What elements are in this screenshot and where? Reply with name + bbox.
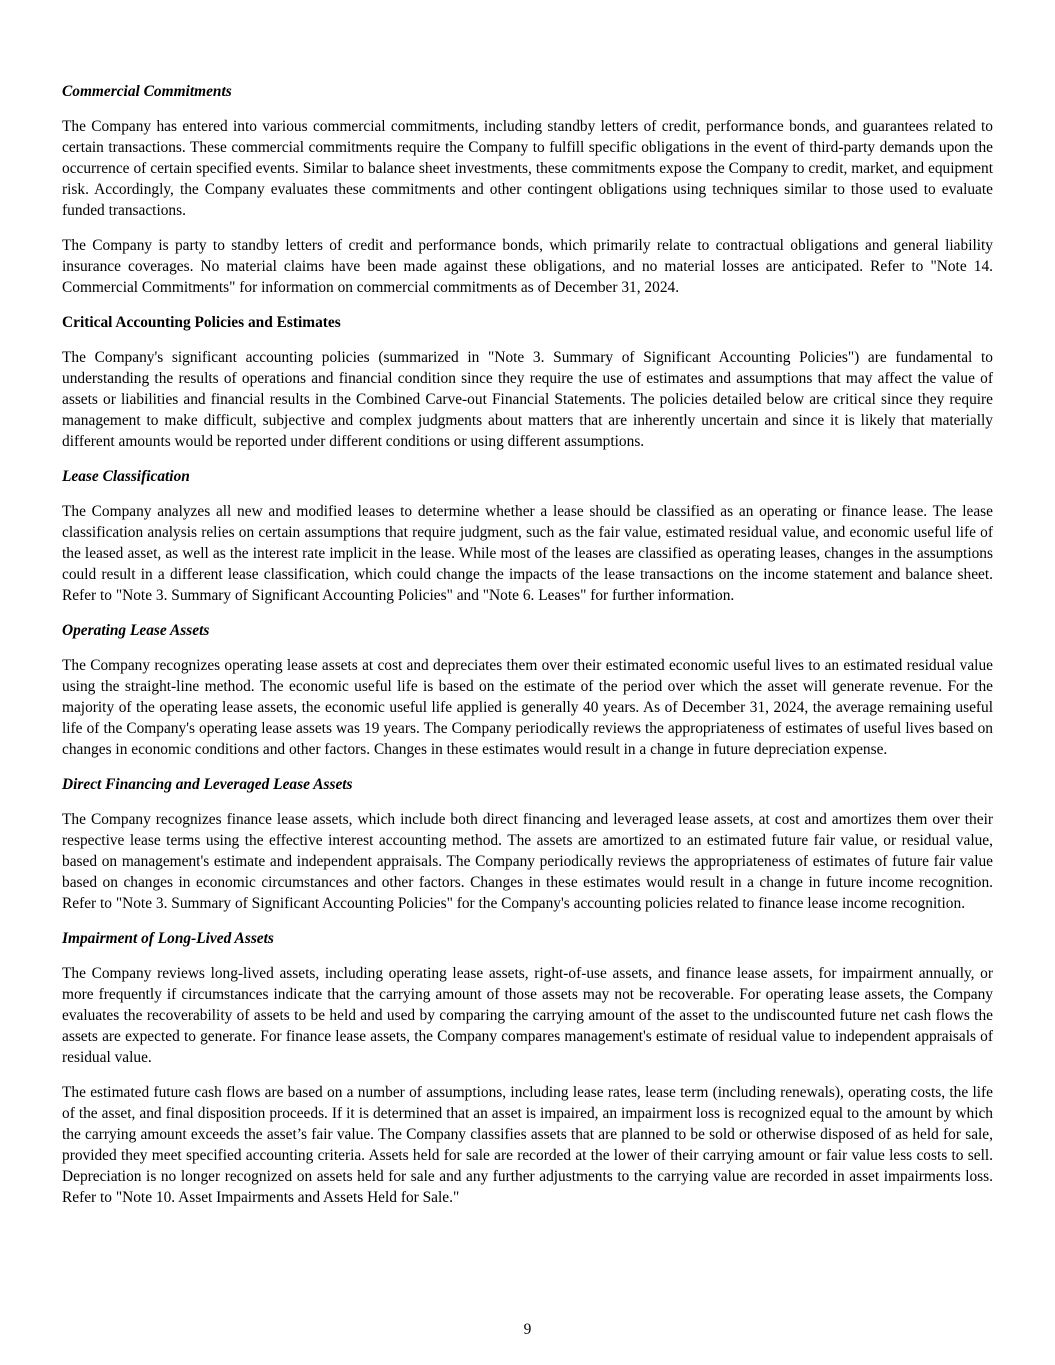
document-page [62,81,993,1222]
section-heading: Direct Financing and Leveraged Lease Assets [62,776,353,793]
section-heading: Lease Classification [62,468,190,485]
paragraph: The estimated future cash flows are based on a number of assumptions, including lease rates, lease term (including renewals), operating costs, the life of the asset, and final disposition proceeds. If it is determined that an asset is impaired, an impairment loss is recognized equal to the amount by which the carrying amount exceeds the asset’s fair value. The Company classifies assets that are planned to be sold or otherwise disposed of as held for sale, provided they meet specified accounting criteria. Assets held for sale are recorded at the lower of their carrying amount or fair value less costs to sell. Depreciation is no longer recognized on assets held for sale and any further adjustments to the carrying value are recorded in asset impairments loss. Refer to "Note 10. Asset Impairments and Assets Held for Sale." [62,1084,993,1206]
paragraph: The Company reviews long-lived assets, including operating lease assets, right-of-use assets, and finance lease assets, for impairment annually, or more frequently if circumstances indicate that the carrying amount of those assets may not be recoverable. For operating lease assets, the Company evaluates the recoverability of assets to be held and used by comparing the carrying amount of the asset to the undiscounted future net cash flows the assets are expected to generate. For finance lease assets, the Company compares management's estimate of residual value to independent appraisals of residual value. [62,965,993,1066]
paragraph: The Company analyzes all new and modified leases to determine whether a lease should be classified as an operating or finance lease. The lease classification analysis relies on certain assumptions that require judgment, such as the fair value, estimated residual value, and economic useful life of the leased asset, as well as the interest rate implicit in the lease. While most of the leases are classified as operating leases, changes in the assumptions could result in a different lease classification, which could change the impacts of the lease transactions on the income statement and balance sheet. Refer to "Note 3. Summary of Significant Accounting Policies" and "Note 6. Leases" for further information. [62,503,993,604]
paragraph: The Company is party to standby letters of credit and performance bonds, which primarily relate to contractual obligations and general liability insurance coverages. No material claims have been made against these obligations, and no material losses are anticipated. Refer to "Note 14. Commercial Commitments" for information on commercial commitments as of December 31, 2024. [62,237,993,296]
paragraph: The Company has entered into various commercial commitments, including standby letters of credit, performance bonds, and guarantees related to certain transactions. These commercial commitments require the Company to fulfill specific obligations in the event of third-party demands upon the occurrence of certain specified events. Similar to balance sheet investments, these commitments expose the Company to credit, market, and equipment risk. Accordingly, the Company evaluates these commitments and other contingent obligations using techniques similar to those used to evaluate funded transactions. [62,118,993,219]
page-number: 9 [523,1321,532,1338]
section-heading: Critical Accounting Policies and Estimates [62,314,341,331]
paragraph: The Company recognizes finance lease assets, which include both direct financing and leveraged lease assets, at cost and amortizes them over their respective lease terms using the effective interest accounting method. The assets are amortized to an estimated future fair value, or residual value, based on management's estimate and independent appraisals. The Company periodically reviews the appropriateness of estimates of future fair value based on changes in economic circumstances and other factors. Changes in these estimates would result in a change in future income recognition. Refer to "Note 3. Summary of Significant Accounting Policies" for the Company's accounting policies related to finance lease income recognition. [62,811,993,912]
section-heading: Commercial Commitments [62,83,232,100]
section-heading: Impairment of Long-Lived Assets [62,930,274,947]
section-heading: Operating Lease Assets [62,622,210,639]
paragraph: The Company's significant accounting policies (summarized in "Note 3. Summary of Significant Accounting Policies") are fundamental to understanding the results of operations and financial condition since they require the use of estimates and assumptions that may affect the value of assets or liabilities and financial results in the Combined Carve-out Financial Statements. The policies detailed below are critical since they require management to make difficult, subjective and complex judgments about matters that are inherently uncertain and since it is likely that materially different amounts would be reported under different conditions or using different assumptions. [62,349,993,450]
paragraph: The Company recognizes operating lease assets at cost and depreciates them over their estimated economic useful lives to an estimated residual value using the straight-line method. The economic useful life is based on the estimate of the period over which the asset will generate revenue. For the majority of the operating lease assets, the economic useful life applied is generally 40 years. As of December 31, 2024, the average remaining useful life of the Company's operating lease assets was 19 years. The Company periodically reviews the appropriateness of estimates of useful lives based on changes in economic conditions and other factors. Changes in these estimates would result in a change in future depreciation expense. [62,657,993,758]
